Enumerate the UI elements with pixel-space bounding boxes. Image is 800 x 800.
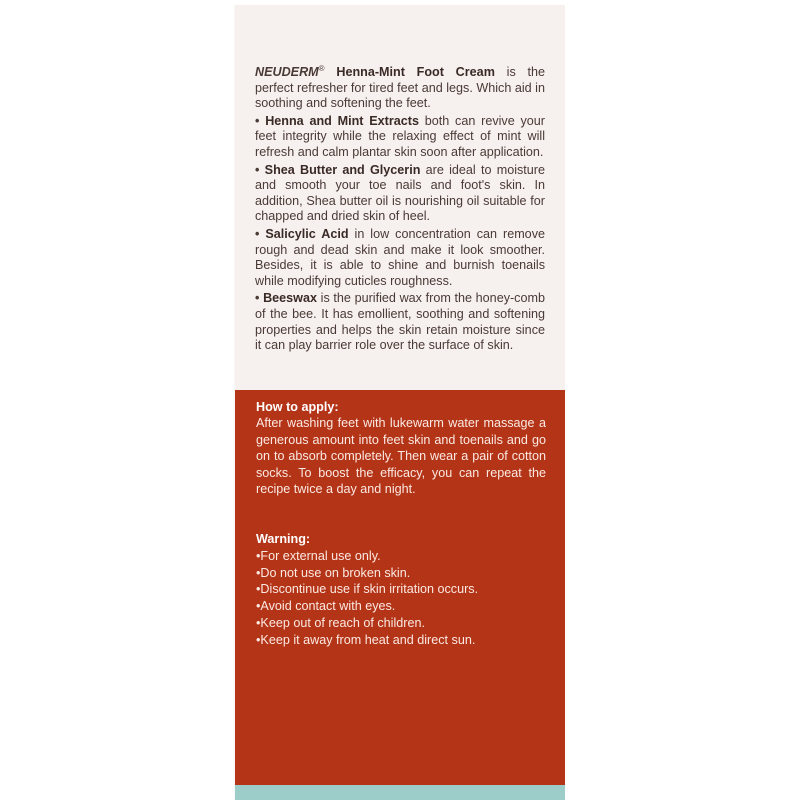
warning-item: • For external use only. xyxy=(256,548,546,565)
bottom-stripe xyxy=(235,785,565,800)
product-box-back xyxy=(235,5,565,800)
ingredient-text: are ideal to moisture and smooth your toe nails and foot's skin. In addition, Shea butter oil is nourishing oil suitable for chapped and dried skin of heel. xyxy=(255,162,545,224)
instructions-panel xyxy=(235,390,565,785)
warning-item: • Keep out of reach of children. xyxy=(256,615,546,632)
how-to-apply-section xyxy=(256,399,546,497)
registered-mark: ® xyxy=(318,63,325,73)
description-text xyxy=(255,65,545,356)
ingredient-item: • Henna and Mint Extracts both can revive your feet integrity while the relaxing effect of mint will refresh and calm plantar skin soon after application. xyxy=(255,113,545,159)
brand-name: NEUDERM xyxy=(255,65,319,79)
warning-item: • Discontinue use if skin irritation occurs. xyxy=(256,581,546,598)
ingredient-item: • Beeswax is the purified wax from the honey-comb of the bee. It has emollient, soothing and softening properties and helps the skin retain moisture since it can play barrier role over the surface of skin. xyxy=(255,291,545,353)
ingredient-text: both can revive your feet integrity while the relaxing effect of mint will refresh and calm plantar skin soon after application. xyxy=(255,113,545,159)
ingredient-item: • Salicylic Acid in low concentration can remove rough and dead skin and make it look smoother. Besides, it is able to shine and burnish toenails while modifying cuticles roughness. xyxy=(255,226,545,288)
ingredient-text: is the purified wax from the honey-comb of the bee. It has emollient, soothing and softening properties and helps the skin retain moisture since it can play barrier role over the surface of skin. xyxy=(255,291,545,353)
intro-text: is the perfect refresher for tired feet and legs. Which aid in soothing and softening the feet. xyxy=(255,65,546,111)
ingredient-title: Henna and Mint Extracts xyxy=(265,113,419,128)
warning-item: • Do not use on broken skin. xyxy=(256,565,546,582)
ingredient-title: Beeswax xyxy=(263,291,317,306)
ingredient-title: Salicylic Acid xyxy=(265,226,349,241)
warning-heading: Warning: xyxy=(256,532,311,546)
warning-list xyxy=(256,548,546,649)
how-to-apply-text: After washing feet with lukewarm water massage a generous amount into feet skin and toenails and go on to absorb completely. Then wear a pair of cotton socks. To boost the efficacy, you can repeat the recipe twice a day and night. xyxy=(256,416,546,497)
warning-section xyxy=(256,531,546,649)
how-to-apply-heading: How to apply: xyxy=(256,400,339,414)
description-panel xyxy=(235,5,565,390)
warning-item: • Keep it away from heat and direct sun. xyxy=(256,632,546,649)
warning-item: • Avoid contact with eyes. xyxy=(256,598,546,615)
ingredient-item: • Shea Butter and Glycerin are ideal to moisture and smooth your toe nails and foot's skin. In addition, Shea butter oil is nourishing oil suitable for chapped and dried skin of heel. xyxy=(255,162,545,224)
ingredient-title: Shea Butter and Glycerin xyxy=(264,162,421,177)
intro-paragraph xyxy=(255,65,545,112)
product-name: Henna-Mint Foot Cream xyxy=(336,65,495,79)
ingredient-text: in low concentration can remove rough and dead skin and make it look smoother. Besides, it is able to shine and burnish toenails while modifying cuticles roughness. xyxy=(255,226,545,288)
